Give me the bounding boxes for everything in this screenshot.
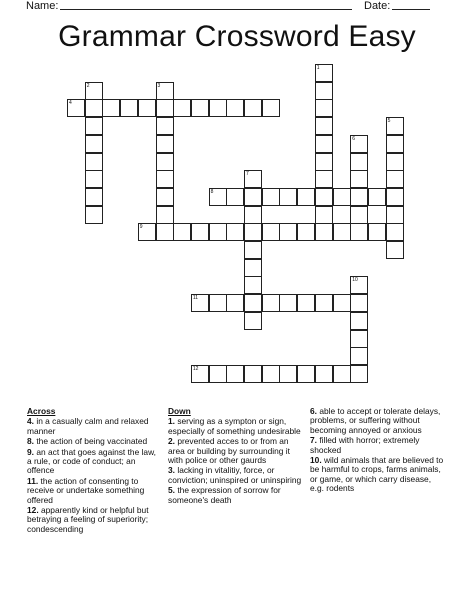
crossword-cell[interactable] bbox=[297, 188, 315, 206]
grid-number-6: 6 bbox=[352, 135, 355, 142]
crossword-cell[interactable] bbox=[156, 99, 174, 117]
crossword-cell[interactable] bbox=[262, 223, 280, 241]
crossword-cell[interactable] bbox=[350, 170, 368, 188]
crossword-cell[interactable] bbox=[315, 206, 333, 224]
grid-number-9: 9 bbox=[139, 224, 143, 231]
crossword-cell[interactable] bbox=[156, 188, 174, 206]
crossword-cell[interactable] bbox=[226, 294, 244, 312]
crossword-cell[interactable] bbox=[386, 223, 404, 241]
grid-number-4: 4 bbox=[69, 100, 72, 107]
crossword-cell[interactable] bbox=[350, 330, 368, 348]
crossword-cell[interactable] bbox=[85, 153, 103, 171]
crossword-cell[interactable] bbox=[350, 365, 368, 383]
crossword-cell[interactable] bbox=[350, 312, 368, 330]
grid-number-1: 1 bbox=[316, 65, 320, 71]
crossword-cell[interactable] bbox=[315, 223, 333, 241]
crossword-cell[interactable] bbox=[315, 170, 333, 188]
crossword-cell[interactable] bbox=[244, 294, 262, 312]
grid-number-2: 2 bbox=[86, 82, 90, 89]
grid-number-11: 11 bbox=[192, 295, 199, 302]
crossword-cell[interactable] bbox=[262, 294, 280, 312]
crossword-cell[interactable] bbox=[85, 188, 103, 206]
crossword-cell[interactable] bbox=[173, 223, 191, 241]
clue-down-3: 3. lacking in vitalitiy, force, or conviction; uninspired or uninspiring bbox=[168, 465, 302, 485]
crossword-cell[interactable] bbox=[368, 223, 386, 241]
crossword-cell[interactable] bbox=[386, 153, 404, 171]
crossword-cell[interactable] bbox=[244, 206, 262, 224]
crossword-cell[interactable] bbox=[226, 223, 244, 241]
crossword-cell[interactable] bbox=[244, 312, 262, 330]
crossword-cell[interactable] bbox=[156, 153, 174, 171]
crossword-cell[interactable] bbox=[350, 223, 368, 241]
crossword-cell[interactable] bbox=[120, 99, 138, 117]
crossword-cell[interactable] bbox=[315, 99, 333, 117]
crossword-cell[interactable] bbox=[386, 206, 404, 224]
crossword-cell[interactable] bbox=[333, 188, 351, 206]
crossword-cell[interactable] bbox=[244, 188, 262, 206]
crossword-cell[interactable] bbox=[262, 365, 280, 383]
clue-down-1: 1. serving as a sympton or sign, especially of something undesirable bbox=[168, 416, 301, 436]
date-label: Date: bbox=[364, 0, 391, 12]
across-heading: Across bbox=[27, 406, 56, 416]
clue-down-2: 2. prevented acces to or from an area or building by surrounding it with police or other gaurds bbox=[168, 436, 290, 466]
clue-across-11: 11. the action of consenting to receive or undertake something offered bbox=[27, 475, 145, 505]
crossword-cell[interactable] bbox=[156, 170, 174, 188]
crossword-cell[interactable] bbox=[297, 294, 315, 312]
crossword-cell[interactable] bbox=[297, 365, 315, 383]
crossword-cell[interactable] bbox=[85, 170, 103, 188]
grid-number-8: 8 bbox=[210, 188, 214, 195]
down-heading: Down bbox=[168, 406, 191, 416]
clue-down-6: 6. able to accept or tolerate delays, problems, or suffering without becoming annoyed or anxious bbox=[310, 406, 441, 435]
grid-number-10: 10 bbox=[352, 277, 358, 284]
crossword-cell[interactable] bbox=[350, 188, 368, 206]
crossword-cell[interactable] bbox=[244, 259, 262, 277]
crossword-cell[interactable] bbox=[156, 223, 174, 241]
clue-across-9: 9. an act that goes against the law, a rule, or code of conduct; an offence bbox=[27, 446, 156, 476]
crossword-cell[interactable] bbox=[350, 347, 368, 365]
down-clues-left bbox=[168, 407, 302, 506]
crossword-cell[interactable] bbox=[191, 99, 209, 117]
clue-across-8: 8. the action of being vaccinated bbox=[27, 436, 148, 447]
crossword-cell[interactable] bbox=[262, 99, 280, 117]
crossword-cell[interactable] bbox=[244, 276, 262, 294]
crossword-cell[interactable] bbox=[315, 365, 333, 383]
crossword-cell[interactable] bbox=[386, 241, 404, 259]
crossword-cell[interactable] bbox=[386, 188, 404, 206]
crossword-cell[interactable] bbox=[244, 365, 262, 383]
crossword-cell[interactable] bbox=[244, 223, 262, 241]
crossword-cell[interactable] bbox=[279, 223, 297, 241]
clue-down-7: 7. filled with horror; extremely shocked bbox=[310, 435, 420, 455]
across-clues bbox=[27, 407, 161, 535]
crossword-cell[interactable] bbox=[85, 117, 103, 135]
crossword-cell[interactable] bbox=[209, 99, 227, 117]
grid-number-3: 3 bbox=[157, 82, 161, 89]
crossword-cell[interactable] bbox=[102, 99, 120, 117]
crossword-cell[interactable] bbox=[368, 188, 386, 206]
clue-down-5: 5. the expression of sorrow for someone's death bbox=[168, 485, 281, 505]
crossword-cell[interactable] bbox=[226, 99, 244, 117]
clue-across-4: 4. in a casually calm and relaxed manner bbox=[27, 416, 149, 436]
crossword-cell[interactable] bbox=[85, 99, 103, 117]
grid-number-5: 5 bbox=[387, 118, 391, 125]
crossword-cell[interactable] bbox=[209, 223, 227, 241]
crossword-cell[interactable] bbox=[173, 99, 191, 117]
crossword-cell[interactable] bbox=[333, 294, 351, 312]
crossword-cell[interactable] bbox=[244, 241, 262, 259]
crossword-cell[interactable] bbox=[279, 294, 297, 312]
grid-number-7: 7 bbox=[246, 171, 249, 178]
crossword-cell[interactable] bbox=[244, 99, 262, 117]
page-title: Grammar Crossword Easy bbox=[58, 20, 416, 53]
crossword-cell[interactable] bbox=[209, 294, 227, 312]
crossword-cell[interactable] bbox=[191, 223, 209, 241]
down-clues-right bbox=[310, 407, 446, 495]
crossword-cell[interactable] bbox=[315, 153, 333, 171]
grid-number-12: 12 bbox=[192, 365, 199, 372]
crossword-cell[interactable] bbox=[138, 99, 156, 117]
crossword-cell[interactable] bbox=[85, 135, 103, 153]
crossword-cell[interactable] bbox=[209, 365, 227, 383]
crossword-cell[interactable] bbox=[350, 206, 368, 224]
crossword-cell[interactable] bbox=[279, 365, 297, 383]
crossword-cell[interactable] bbox=[315, 294, 333, 312]
crossword-cell[interactable] bbox=[350, 153, 368, 171]
crossword-cell[interactable] bbox=[350, 294, 368, 312]
crossword-cell[interactable] bbox=[156, 206, 174, 224]
name-label: Name: bbox=[26, 0, 59, 12]
crossword-cell[interactable] bbox=[333, 365, 351, 383]
clue-across-12: 12. apparently kind or helpful but betraying a feeling of superiority; condescending bbox=[27, 505, 149, 534]
crossword-cell[interactable] bbox=[315, 135, 333, 153]
clue-down-10: 10. wild animals that are believed to be harmful to crops, farms animals, or game, or which carry disease, e.g. rodents bbox=[310, 455, 444, 494]
crossword-cell[interactable] bbox=[333, 223, 351, 241]
crossword-cell[interactable] bbox=[315, 188, 333, 206]
crossword-cell[interactable] bbox=[386, 170, 404, 188]
crossword-cell[interactable] bbox=[315, 117, 333, 135]
crossword-cell[interactable] bbox=[262, 188, 280, 206]
crossword-cell[interactable] bbox=[156, 117, 174, 135]
crossword-cell[interactable] bbox=[156, 135, 174, 153]
crossword-cell[interactable] bbox=[386, 135, 404, 153]
crossword-cell[interactable] bbox=[315, 82, 333, 100]
crossword-cell[interactable] bbox=[226, 188, 244, 206]
crossword-cell[interactable] bbox=[297, 223, 315, 241]
crossword-cell[interactable] bbox=[226, 365, 244, 383]
crossword-cell[interactable] bbox=[279, 188, 297, 206]
crossword-cell[interactable] bbox=[85, 206, 103, 224]
